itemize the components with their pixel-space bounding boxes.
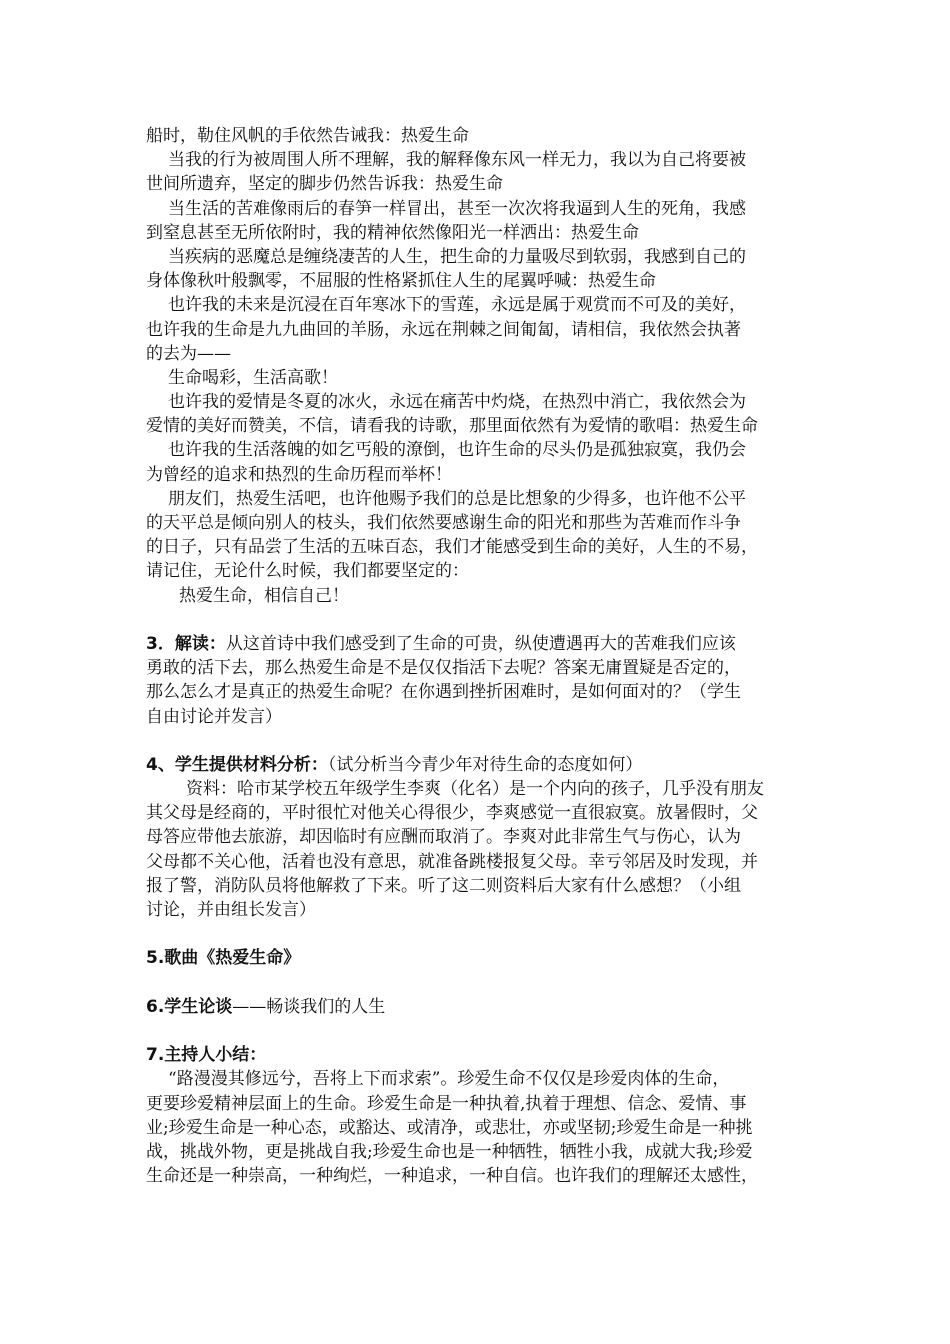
section-3-line: 那么怎么才是真正的热爱生命呢？在你遇到挫折困难时，是如何面对的？（学生 (146, 682, 741, 703)
spacer (146, 1019, 810, 1043)
section-6-text: ——畅谈我们的人生 (232, 996, 386, 1017)
section-7-line: “路漫漫其修远兮，吾将上下而求索”。珍爱生命不仅仅是珍爱肉体的生命， (168, 1069, 730, 1090)
poem-line: 热爱生命，相信自己！ (179, 585, 349, 606)
section-3-line: 勇敢的活下去，那么热爱生命是不是仅仅指活下去呢？答案无庸置疑是否定的， (146, 658, 741, 679)
poem-line: 船时，勒住风帆的手依然告诫我：热爱生命 (146, 126, 469, 146)
poem-line: 爱情的美好而赞美，不信，请看我的诗歌，那里面依然有为爱情的歌唱：热爱生命 (146, 416, 758, 437)
poem-line: 为曾经的追求和热烈的生命历程而举杯！ (146, 464, 452, 485)
poem-line: 也许我的生命是九九曲回的羊肠，永远在荆棘之间匍匐，请相信，我依然会执著 (146, 319, 741, 340)
poem-line: 身体像秋叶般飘零，不屈服的性格紧抓住人生的尾翼呼喊：热爱生命 (146, 271, 656, 292)
section-7-line: 生命还是一种崇高，一种绚烂，一种追求，一种自信。也许我们的理解还太感性， (146, 1166, 758, 1187)
section-4-line: 其父母是经商的，平时很忙对他关心得很少，李爽感觉一直很寂寞。放暑假时，父 (146, 803, 758, 824)
spacer (146, 729, 810, 753)
poem-line: 朋友们，热爱生活吧，也许他赐予我们的总是比想象的少得多，也许他不公平 (168, 488, 746, 509)
poem-line: 请记住，无论什么时候，我们都要坚定的： (146, 561, 469, 582)
poem-line: 的去为—— (146, 343, 231, 364)
poem-line: 也许我的爱情是冬夏的冰火，永远在痛苦中灼烧，在热烈中消亡，我依然会为 (168, 392, 746, 413)
section-3-line (146, 632, 810, 656)
spacer (146, 608, 810, 632)
section-4-line: 母答应带他去旅游，却因临时有应酬而取消了。李爽对此非常生气与伤心，认为 (146, 827, 741, 848)
section-7-line: 业;珍爱生命是一种心态，或豁达、或清净，或悲壮，亦或坚韧;珍爱生命是一种挑 (146, 1117, 753, 1138)
section-4-line: 报了警，消防队员将他解救了下来。听了这二则资料后大家有什么感想？（小组 (146, 875, 741, 896)
section-4-heading-line (146, 753, 810, 777)
poem-line: 到窒息甚至无所依附时，我的精神依然像阳光一样洒出：热爱生命 (146, 222, 639, 243)
section-3-line: 自由讨论并发言） (146, 706, 282, 727)
section-6-heading: 6.学生论谈 (146, 996, 233, 1017)
section-5-heading: 5.歌曲《热爱生命》 (146, 948, 301, 969)
section-4-hint: （试分析当今青少年对待生命的态度如何） (327, 754, 643, 775)
section-7-line: 更要珍爱精神层面上的生命。珍爱生命是一种执着,执着于理想、信念、爱情、事 (146, 1093, 747, 1114)
spacer (146, 922, 810, 946)
poem-line: 也许我的生活落魄的如乞丐般的潦倒，也许生命的尽头仍是孤独寂寞，我仍会 (168, 440, 746, 461)
section-3-text: 从这首诗中我们感受到了生命的可贵，纵使遭遇再大的苦难我们应该 (225, 633, 736, 654)
poem-line: 的天平总是倾向别人的枝头，我们依然要感谢生命的阳光和那些为苦难而作斗争 (146, 513, 741, 533)
section-6-line (146, 995, 810, 1019)
section-7-line: 战，挑战外物，更是挑战自我;珍爱生命也是一种牺牲，牺牲小我，成就大我;珍爱 (146, 1141, 753, 1162)
section-4-heading: 4、学生提供材料分析： (146, 754, 328, 775)
poem-line: 的日子，只有品尝了生活的五味百态，我们才能感受到生命的美好，人生的不易， (146, 537, 758, 558)
section-4-line: 讨论，并由组长发言） (146, 900, 316, 920)
document-page (146, 124, 810, 1188)
section-4-line: 资料：哈市某学校五年级学生李爽（化名）是一个内向的孩子，几乎没有朋友 (186, 779, 764, 800)
poem-line: 当生活的苦难像雨后的春笋一样冒出，甚至一次次将我逼到人生的死角，我感 (168, 198, 746, 219)
section-4-line: 父母都不关心他，活着也没有意思，就准备跳楼报复父母。幸亏邻居及时发现，并 (146, 851, 758, 872)
section-3-heading: 3．解读： (146, 633, 226, 654)
poem-line: 也许我的未来是沉浸在百年寒冰下的雪莲，永远是属于观赏而不可及的美好， (168, 295, 746, 316)
spacer (146, 971, 810, 995)
poem-line: 世间所遗弃，坚定的脚步仍然告诉我：热爱生命 (146, 174, 503, 195)
poem-line: 生命喝彩，生活高歌！ (168, 367, 338, 388)
section-7-heading: 7.主持人小结： (146, 1045, 267, 1066)
poem-line: 当我的行为被周围人所不理解，我的解释像东风一样无力，我以为自己将要被 (168, 150, 746, 171)
poem-line: 当疾病的恶魔总是缠绕凄苦的人生，把生命的力量吸尽到软弱，我感到自己的 (168, 246, 746, 267)
